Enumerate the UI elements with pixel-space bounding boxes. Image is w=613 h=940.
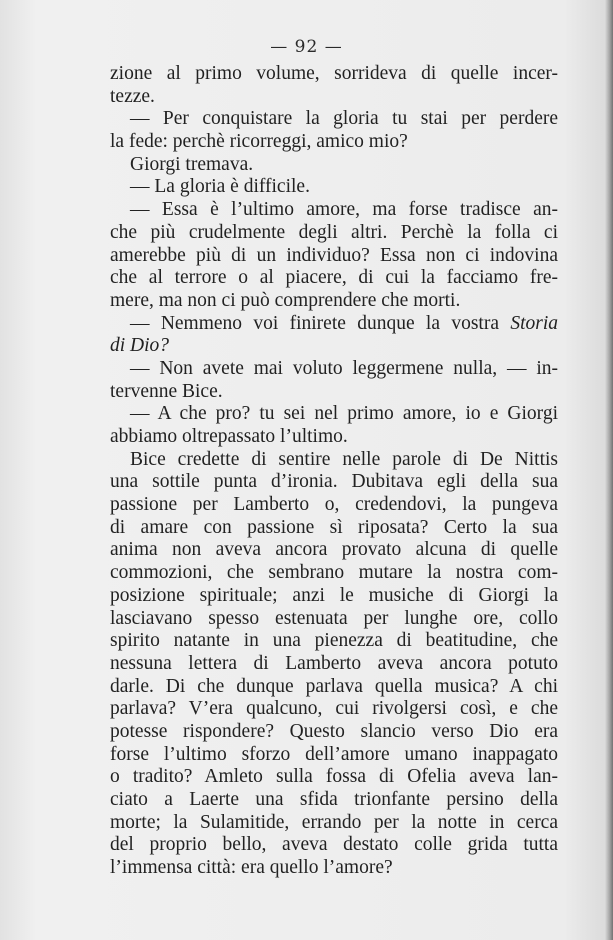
- text-line: [110, 222, 558, 245]
- line-text: — La gloria è difficile.: [130, 176, 310, 198]
- text-line: [110, 562, 558, 585]
- line-text: — A che pro? tu sei nel primo amore, io e Giorgi: [130, 403, 558, 425]
- page-binding-shadow: [605, 0, 613, 940]
- line-text: morte; la Sulamitide, errando per la notte in cerca: [110, 811, 558, 833]
- text-line: [110, 358, 558, 381]
- line-text: amerebbe più di un individuo? Essa non ci indovina: [110, 244, 558, 266]
- line-text: una sottile punta d’ironia. Dubitava egli della sua: [110, 471, 558, 493]
- line-text: tervenne Bice.: [110, 380, 223, 402]
- text-line: [110, 653, 558, 676]
- text-line: [110, 517, 558, 540]
- line-text: passione per Lamberto o, credendovi, la pungeva: [110, 494, 558, 516]
- text-line: [110, 403, 558, 426]
- body-text: [110, 63, 558, 880]
- text-line: [110, 494, 558, 517]
- line-text: commozioni, che sembrano mutare la nostra com-: [110, 562, 558, 584]
- line-text: zione al primo volume, sorrideva di quelle incer-: [110, 63, 558, 84]
- text-line: [110, 676, 558, 699]
- italic-title: di Dio?: [110, 335, 170, 357]
- line-text: — Non avete mai voluto leggermene nulla, — in-: [130, 357, 558, 379]
- line-text: che al terrore o al piacere, di cui la facciamo fre-: [110, 267, 558, 289]
- line-text: lasciavano spesso estenuata per lunghe ore, collo: [110, 607, 558, 629]
- line-text: ciato a Laerte una sfida trionfante persino della: [110, 789, 558, 810]
- line-text: spirito natante in una pienezza di beatitudine, che: [110, 630, 558, 652]
- text-line: [110, 267, 558, 290]
- line-text: la fede: perchè ricorreggi, amico mio?: [110, 131, 408, 153]
- text-line: [110, 176, 558, 199]
- text-line: [110, 131, 558, 154]
- text-line: [110, 335, 558, 358]
- line-text: o tradito? Amleto sulla fossa di Ofelia aveva lan-: [110, 766, 558, 788]
- text-line: [110, 199, 558, 222]
- line-text: potesse rispondere? Questo slancio verso Dio era: [110, 720, 558, 742]
- text-line: [110, 766, 558, 789]
- text-line: [110, 381, 558, 404]
- text-line: [110, 154, 558, 177]
- text-line: [110, 63, 558, 86]
- line-text: mere, ma non ci può comprendere che morti.: [110, 289, 461, 311]
- text-line: [110, 471, 558, 494]
- line-text: parlava? V’era qualcuno, cui rivolgersi così, e che: [110, 698, 558, 720]
- line-text: tezze.: [110, 85, 155, 107]
- text-line: [110, 812, 558, 835]
- text-line: [110, 608, 558, 631]
- line-text: forse l’ultimo sforzo dell’amore umano inappagato: [110, 743, 558, 765]
- text-line: [110, 449, 558, 472]
- line-text: l’immensa città: era quello l’amore?: [110, 857, 393, 879]
- text-line: [110, 744, 558, 767]
- text-line: [110, 426, 558, 449]
- text-line: [110, 539, 558, 562]
- line-text: che più crudelmente degli altri. Perchè la folla ci: [110, 221, 558, 243]
- text-line: [110, 585, 558, 608]
- text-line: [110, 789, 558, 812]
- line-text: darle. Di che dunque parlava quella musica? A chi: [110, 675, 558, 697]
- text-line: [110, 86, 558, 109]
- line-text: anima non aveva ancora provato alcuna di quelle: [110, 539, 558, 561]
- page-number: — 92 —: [270, 37, 343, 57]
- line-text: posizione spirituale; anzi le musiche di Giorgi la: [110, 584, 558, 606]
- line-text: — Per conquistare la gloria tu stai per perdere: [130, 108, 558, 130]
- line-text: Giorgi tremava.: [130, 153, 254, 175]
- text-line: [110, 313, 558, 336]
- italic-title: Storia: [510, 312, 558, 334]
- text-line: [110, 290, 558, 313]
- text-line: [110, 698, 558, 721]
- text-line: [110, 857, 558, 880]
- line-text: del proprio bello, aveva destato colle grida tutta: [110, 834, 558, 856]
- text-line: [110, 834, 558, 857]
- line-text: abbiamo oltrepassato l’ultimo.: [110, 426, 348, 447]
- line-text: Bice credette di sentire nelle parole di De Nittis: [130, 448, 558, 470]
- text-line: [110, 630, 558, 653]
- line-text: — Essa è l’ultimo amore, ma forse tradisce an-: [130, 199, 558, 221]
- text-line: [110, 245, 558, 268]
- text-line: [110, 721, 558, 744]
- line-text: — Nemmeno voi finirete dunque la vostra: [130, 312, 511, 334]
- line-text: nessuna lettera di Lamberto aveva ancora potuto: [110, 652, 558, 674]
- line-text: di amare con passione sì riposata? Certo la sua: [110, 516, 558, 538]
- text-line: [110, 108, 558, 131]
